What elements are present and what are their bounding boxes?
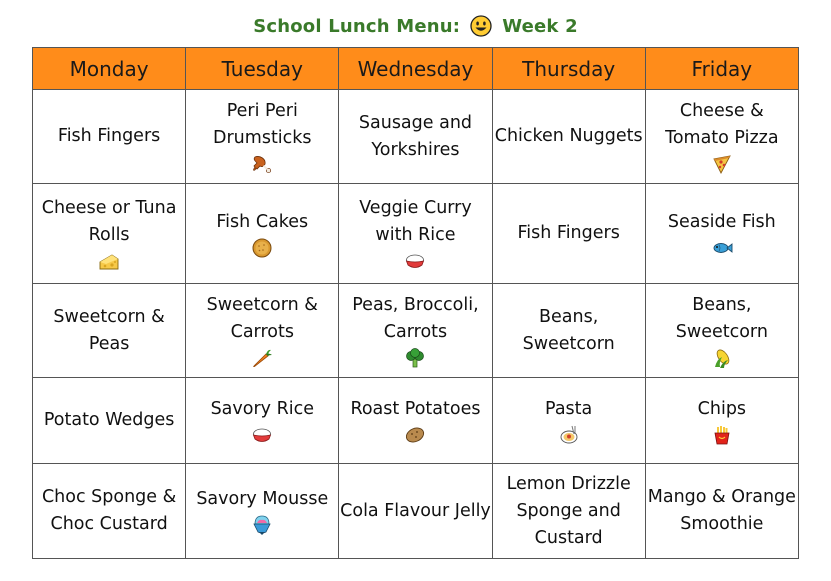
menu-cell bbox=[645, 184, 798, 284]
menu-cell bbox=[33, 378, 186, 464]
menu-cell bbox=[186, 284, 339, 378]
menu-item-text: Sausage and Yorkshires bbox=[358, 112, 473, 160]
page-title bbox=[0, 11, 831, 41]
menu-item-text: Sweetcorn & Peas bbox=[53, 306, 165, 354]
menu-cell bbox=[33, 184, 186, 284]
menu-item-text: Peri Peri Drumsticks bbox=[213, 101, 312, 148]
menu-cell-content bbox=[33, 484, 185, 538]
menu-item-text: Chicken Nuggets bbox=[494, 126, 643, 146]
menu-item-text: Lemon Drizzle Sponge and Custard bbox=[506, 473, 631, 548]
menu-cell bbox=[339, 464, 492, 559]
menu-cell-content bbox=[339, 498, 491, 525]
drumstick-icon bbox=[251, 153, 273, 175]
menu-item-text: Fish Cakes bbox=[216, 211, 309, 232]
fish-cake-icon bbox=[251, 237, 273, 259]
menu-item-text: Beans, Sweetcorn bbox=[675, 295, 768, 342]
menu-cell bbox=[339, 184, 492, 284]
broccoli-icon bbox=[404, 347, 426, 369]
table-row bbox=[33, 464, 799, 559]
menu-item-text: Seaside Fish bbox=[667, 211, 776, 232]
menu-item-text: Cheese or Tuna Rolls bbox=[41, 198, 177, 245]
menu-cell-content bbox=[186, 292, 338, 369]
shaved-ice-icon bbox=[251, 514, 273, 536]
fish-icon bbox=[711, 237, 733, 259]
menu-item-text: Cheese & Tomato Pizza bbox=[665, 101, 779, 148]
menu-cell bbox=[186, 184, 339, 284]
menu-cell bbox=[645, 90, 798, 184]
menu-cell bbox=[492, 184, 645, 284]
menu-cell-content bbox=[339, 396, 491, 446]
menu-item-text: Potato Wedges bbox=[43, 410, 175, 430]
day-header-monday: Monday bbox=[33, 48, 186, 90]
menu-cell-content bbox=[339, 195, 491, 272]
day-header-tuesday: Tuesday bbox=[186, 48, 339, 90]
menu-cell bbox=[33, 90, 186, 184]
menu-item-text: Sweetcorn & Carrots bbox=[206, 295, 318, 342]
menu-item-text: Beans, Sweetcorn bbox=[522, 306, 615, 354]
menu-cell-content bbox=[646, 396, 798, 446]
pizza-icon bbox=[711, 153, 733, 175]
fries-icon bbox=[711, 424, 733, 446]
carrot-icon bbox=[251, 347, 273, 369]
menu-cell-content bbox=[33, 123, 185, 150]
menu-cell-content bbox=[493, 304, 645, 358]
menu-cell-content bbox=[493, 123, 645, 150]
menu-item-text: Fish Fingers bbox=[517, 223, 620, 243]
header-row bbox=[33, 48, 799, 90]
menu-cell bbox=[339, 284, 492, 378]
menu-item-text: Veggie Curry with Rice bbox=[359, 198, 472, 245]
menu-cell-content bbox=[33, 304, 185, 358]
pasta-icon bbox=[558, 424, 580, 446]
menu-cell bbox=[645, 284, 798, 378]
table-row bbox=[33, 284, 799, 378]
menu-cell bbox=[33, 284, 186, 378]
menu-cell bbox=[186, 464, 339, 559]
table-row bbox=[33, 184, 799, 284]
day-header-thursday: Thursday bbox=[492, 48, 645, 90]
menu-item-text: Mango & Orange Smoothie bbox=[647, 487, 796, 534]
menu-cell-content bbox=[646, 98, 798, 175]
menu-cell bbox=[492, 464, 645, 559]
menu-cell-content bbox=[186, 486, 338, 536]
menu-item-text: Savory Mousse bbox=[196, 489, 329, 509]
menu-cell-content bbox=[33, 195, 185, 272]
menu-cell bbox=[492, 90, 645, 184]
title-suffix: Week 2 bbox=[502, 15, 578, 37]
menu-cell-content bbox=[493, 471, 645, 552]
menu-cell bbox=[186, 90, 339, 184]
menu-cell bbox=[339, 90, 492, 184]
menu-item-text: Peas, Broccoli, Carrots bbox=[352, 295, 479, 342]
rice-bowl-icon bbox=[404, 250, 426, 272]
menu-item-text: Fish Fingers bbox=[57, 126, 161, 146]
corn-icon bbox=[711, 347, 733, 369]
day-header-wednesday: Wednesday bbox=[339, 48, 492, 90]
menu-cell bbox=[186, 378, 339, 464]
menu-cell bbox=[492, 284, 645, 378]
menu-cell-content bbox=[646, 209, 798, 259]
menu-item-text: Chips bbox=[697, 398, 747, 419]
lunch-menu-table bbox=[32, 47, 799, 559]
menu-cell-content bbox=[186, 98, 338, 175]
menu-cell-content bbox=[186, 396, 338, 446]
menu-cell bbox=[33, 464, 186, 559]
menu-cell-content bbox=[646, 484, 798, 538]
menu-item-text: Choc Sponge & Choc Custard bbox=[41, 487, 177, 534]
menu-cell-content bbox=[339, 110, 491, 164]
menu-cell bbox=[645, 378, 798, 464]
cheese-icon bbox=[98, 250, 120, 272]
menu-item-text: Cola Flavour Jelly bbox=[340, 500, 491, 521]
menu-item-text: Roast Potatoes bbox=[350, 398, 481, 419]
day-header-friday: Friday bbox=[645, 48, 798, 90]
menu-cell-content bbox=[493, 220, 645, 247]
menu-cell bbox=[645, 464, 798, 559]
menu-cell-content bbox=[33, 407, 185, 434]
potato-icon bbox=[404, 424, 426, 446]
menu-item-text: Savory Rice bbox=[210, 398, 314, 419]
menu-cell bbox=[492, 378, 645, 464]
table-row bbox=[33, 90, 799, 184]
menu-cell bbox=[339, 378, 492, 464]
title-prefix: School Lunch Menu: bbox=[253, 15, 461, 37]
menu-cell-content bbox=[186, 209, 338, 259]
table-row bbox=[33, 378, 799, 464]
menu-item-text: Pasta bbox=[545, 398, 593, 419]
smiley-face-icon bbox=[470, 15, 492, 37]
menu-cell-content bbox=[646, 292, 798, 369]
menu-cell-content bbox=[493, 396, 645, 446]
menu-cell-content bbox=[339, 292, 491, 369]
rice-bowl-icon bbox=[251, 424, 273, 446]
